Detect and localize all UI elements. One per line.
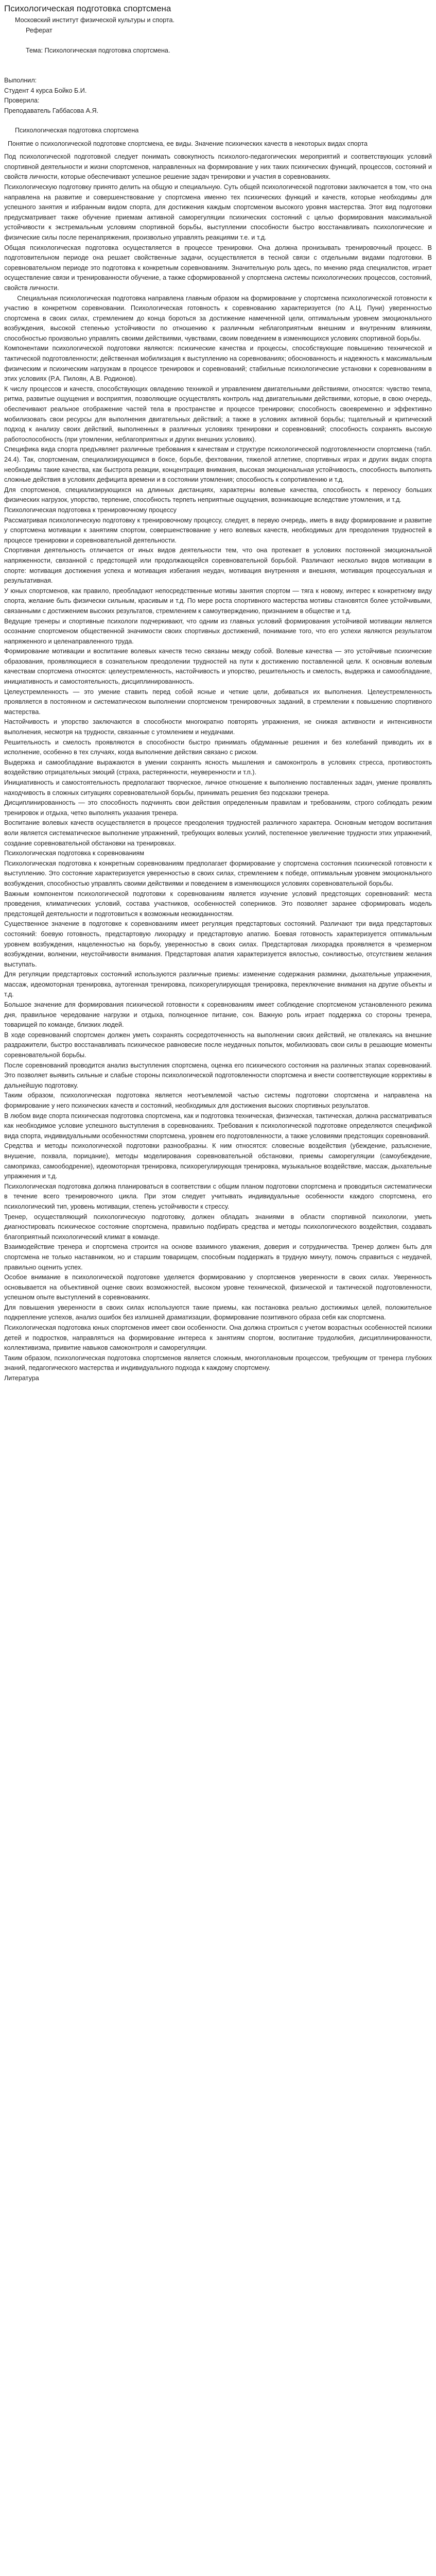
paragraph: Выдержка и самообладание выражаются в умении сохранять ясность мышления и самоконтроль в условиях стресса, противостоять воздействию отрицательных эмоций (страха, растерянности, неуверенности и т.п.).	[4, 758, 434, 776]
paragraph: Понятие о психологической подготовке спортсмена, ее виды. Значение психических качеств в некоторых видах спорта	[4, 140, 368, 147]
paragraph: Особое внимание в психологической подготовке уделяется формированию у спортсменов уверенности в своих силах. Уверенность основывается на объективной оценке своих возможностей, высоком уровне технической, физической и тактической подготовленности, успешном опыте выступлений в соревнованиях.	[4, 1274, 434, 1301]
paragraph: Формирование мотивации и воспитание волевых качеств тесно связаны между собой. Волевые качества — это устойчивые психические образования, проявляющиеся в сознательном преодолении трудностей на пути к достижению поставленной цели. К основным волевым качествам спортсмена относятся: целеустремленность, настойчивость и упорство, решительность и смелость, выдержка и самообладание, инициативность и самостоятельность, дисциплинированность.	[4, 648, 434, 686]
paragraph: Психологическую подготовку принято делить на общую и специальную. Суть общей психологической подготовки заключается в том, что она направлена на развитие и совершенствование у спортсмена именно тех психических функций и качеств, которые необходимы для успешного занятия и избранным видом спорта, для достижения каждым спортсменом высокого уровня мастерства. Этот вид подготовки предусматривает также обучение приемам активной саморегуляции психических состояний с целью формирования максимальной устойчивости к экстремальным условиям спортивной борьбы, выступлении способности быстро восстанавливать психологические и физические силы после перенапряжения, произвольно управлять реакциями т.е. и т.д.	[4, 183, 434, 241]
paragraph: Под психологической подготовкой следует понимать совокупность психолого-педагогических мероприятий и соответствующих условий спортивной деятельности и жизни спортсменов, направленных на формирование у них таких психических функций, процессов, состояний и свойств личности, которые обеспечивают успешное решение задач тренировки и участия в соревнованиях.	[4, 153, 434, 181]
spacer	[4, 116, 432, 126]
page-title: Психологическая подготовка спортсмена	[4, 4, 171, 13]
paragraph: Важным компонентом психологической подготовки к соревнованиям является изучение условий предстоящих соревнований: места проведения, климатических условий, состава участников, особенностей соперников. Это позволяет заранее сформировать модель предстоящей деятельности и подготовиться к возможным неожиданностям.	[4, 890, 434, 918]
header-line: Московский институт физической культуры и спорта.	[4, 16, 175, 24]
paragraph: Психологическая подготовка к соревнованиям	[4, 850, 145, 857]
paragraph: Для повышения уверенности в своих силах используются такие приемы, как постановка реально достижимых целей, положительное подкрепление успехов, анализ ошибок без излишней драматизации, формирование позитивного образа себя как спортсмена.	[4, 1303, 434, 1321]
header-line: Реферат	[4, 26, 53, 34]
paragraph: Таким образом, психологическая подготовка спортсменов является сложным, многоплановым процессом, требующим от тренера глубоких знаний, педагогического мастерства и индивидуального подхода к каждому спортсмену.	[4, 1354, 434, 1372]
paragraph: Дисциплинированность — это способность подчинять свои действия определенным правилам и требованиям, строго соблюдать режим тренировок и отдыха, четко выполнять указания тренера.	[4, 799, 434, 817]
paragraph: Средства и методы психологической подготовки разнообразны. К ним относятся: словесные воздействия (убеждение, разъяснение, внушение, похвала, порицание), методы моделирования соревновательной обстановки, приемы саморегуляции (самоубеждение, самоприказ, самоободрение), идеомоторная тренировка, психорегулирующая тренировка, музыкальное воздействие, массаж, дыхательные упражнения и т.д.	[4, 1142, 434, 1180]
header-line: Преподаватель Габбасова А.Я.	[4, 107, 99, 114]
paragraph: Целеустремленность — это умение ставить перед собой ясные и четкие цели, добиваться их выполнения. Целеустремленность проявляется в постоянном и систематическом выполнении спортсменом тренировочных заданий, в стремлении к повышению спортивного мастерства.	[4, 688, 434, 716]
paragraph: Специфика вида спорта предъявляет различные требования к качествам и структуре психологической подготовленности спортсмена (табл. 24.4). Так, спортсменам, специализирующимся в боксе, борьбе, фехтовании, тяжелой атлетике, спортивных играх и других видах спорта необходимы такие качества, как быстрота реакции, концентрация внимания, высокая эмоциональная устойчивость, способность выполнять сложные действия в условиях дефицита времени и в состоянии утомления; способность к сопротивлению и т.д.	[4, 446, 434, 484]
paragraph: Существенное значение в подготовке к соревнованиям имеет регуляция предстартовых состояний. Различают три вида предстартовых состояний: боевую готовность, предстартовую лихорадку и предстартовую апатию. Боевая готовность характеризуется оптимальным уровнем возбуждения, нацеленностью на борьбу, уверенностью в своих силах. Предстартовая лихорадка проявляется в чрезмерном возбуждении, волнении, неустойчивости внимания. Предстартовая апатия характеризуется вялостью, сонливостью, отсутствием желания выступать.	[4, 920, 434, 968]
paragraph: Общая психологическая подготовка осуществляется в процессе тренировки. Она должна пронизывать тренировочный процесс. В подготовительном периоде она решает свойственные задачи, осуществляется в тесной связи с отдельными видами подготовки. В соревновательном периоде это подготовка к конкретным соревнованиям. Значительную роль здесь, по мнению ряда специалистов, играет осуществление связи и тренированности обучение, а также сформированной у спортсмена системы психологических процессов, состояний, свойств личности.	[4, 244, 434, 292]
header-line: Студент 4 курса Бойко Б.И.	[4, 87, 87, 94]
paragraph: После соревнований проводится анализ выступления спортсмена, оценка его психического состояния на различных этапах соревнований. Это позволяет выявить сильные и слабые стороны психологической подготовленности спортсмена и внести соответствующие коррективы в дальнейшую подготовку.	[4, 1061, 434, 1089]
paragraph: Специальная психологическая подготовка направлена главным образом на формирование у спортсмена психологической готовности к участию в конкретном соревновании. Психологическая готовность к соревнованию характеризуется (по А.Ц. Пуни) уверенностью спортсмена в своих силах, стремлением до конца бороться за достижение намеченной цели, оптимальным уровнем эмоционального возбуждения, высокой степенью устойчивости по отношению к различным неблагоприятным внешним и внутренним влияниям, способностью произвольно управлять своими действиями, чувствами, своим поведением в изменяющихся условиях спортивной борьбы.	[4, 294, 434, 342]
header-line	[4, 56, 432, 66]
document-body	[4, 126, 432, 1384]
paragraph: У юных спортсменов, как правило, преобладают непосредственные мотивы занятия спортом — тяга к новому, интерес к конкретному виду спорта, желание быть физически сильным, красивым и т.д. По мере роста спортивного мастерства мотивы становятся более устойчивыми, связанными с достижением высоких результатов, стремлением к самоутверждению, признанием в обществе и т.д.	[4, 587, 434, 615]
paragraph: Психологическая подготовка к конкретным соревнованиям предполагает формирование у спортсмена состояния психической готовности к выступлению. Это состояние характеризуется уверенностью в своих силах, стремлением к победе, оптимальным уровнем эмоционального возбуждения, способностью управлять своими действиями и поведением в изменяющихся условиях соревновательной борьбы.	[4, 859, 434, 887]
header-line	[4, 66, 432, 76]
paragraph: Инициативность и самостоятельность предполагают творческое, личное отношение к выполнению поставленных задач, умение проявлять находчивость в сложных ситуациях соревновательной борьбы, принимать решения без подсказки тренера.	[4, 779, 434, 796]
header-line	[4, 36, 432, 46]
header-line: Проверила:	[4, 97, 40, 104]
paragraph: Спортивная деятельность отличается от иных видов деятельности тем, что она протекает в условиях постоянной эмоциональной напряженности, связанной с предстоящей или продолжающейся соревновательной борьбой. Различают несколько видов мотивации в спорте: мотивация достижения успеха и мотивация избегания неудач, мотивация внутренняя и внешняя, мотивация процессуальная и результативная.	[4, 547, 434, 585]
paragraph: Настойчивость и упорство заключаются в способности многократно повторять упражнения, не снижая активности и интенсивности выполнения, несмотря на трудности, связанные с утомлением и неудачами.	[4, 718, 434, 736]
paragraph: Большое значение для формирования психической готовности к соревнованиям имеет соблюдение спортсменом установленного режима дня, правильное чередование нагрузки и отдыха, полноценное питание, сон. Важную роль играет поддержка со стороны тренера, товарищей по команде, близких людей.	[4, 1001, 434, 1029]
paragraph: Литература	[4, 1375, 39, 1382]
paragraph: Воспитание волевых качеств осуществляется в процессе преодоления трудностей различного характера. Основным методом воспитания воли является систематическое выполнение упражнений, требующих волевых усилий, постепенное увеличение трудности этих упражнений, создание соревновательной обстановки на тренировках.	[4, 819, 434, 847]
header-block	[4, 15, 432, 116]
paragraph: Решительность и смелость проявляются в способности быстро принимать обдуманные решения и без колебаний приводить их в исполнение, особенно в тех случаях, когда выполнение действия связано с риском.	[4, 738, 434, 756]
paragraph: Тренер, осуществляющий психологическую подготовку, должен обладать знаниями в области спортивной психологии, уметь диагностировать психическое состояние спортсмена, правильно подбирать средства и методы психологического воздействия, создавать благоприятный психологический климат в команде.	[4, 1213, 434, 1241]
header-line: Выполнил:	[4, 77, 37, 84]
paragraph: Для регуляции предстартовых состояний используются различные приемы: изменение содержания разминки, дыхательные упражнения, массаж, идеомоторная тренировка, аутогенная тренировка, психорегулирующая тренировка, переключение внимания на другие объекты и т.д.	[4, 971, 434, 998]
header-line: Тема: Психологическая подготовка спортсмена.	[4, 46, 170, 54]
paragraph: Психологическая подготовка к тренировочному процессу	[4, 506, 177, 514]
paragraph: Психологическая подготовка юных спортсменов имеет свои особенности. Она должна строиться с учетом возрастных особенностей психики детей и подростков, направляться на формирование интереса к занятиям спортом, воспитание трудолюбия, дисциплинированности, коллективизма, привитие навыков самоконтроля и саморегуляции.	[4, 1324, 434, 1352]
paragraph: Взаимодействие тренера и спортсмена строится на основе взаимного уважения, доверия и сотрудничества. Тренер должен быть для спортсмена не только наставником, но и старшим товарищем, способным поддержать в трудную минуту, помочь справиться с неудачей, правильно оценить успех.	[4, 1243, 434, 1271]
paragraph: В любом виде спорта психическая подготовка спортсмена, как и подготовка техническая, физическая, тактическая, должна рассматриваться как необходимое условие успешного выступления в соревнованиях. Требования к психологической подготовке определяются спецификой вида спорта, индивидуальными особенностями спортсмена, уровнем его подготовленности, а также условиями предстоящих соревнований.	[4, 1112, 434, 1140]
paragraph: К числу процессов и качеств, способствующих овладению техникой и управлением двигательными действиями, относятся: чувство темпа, ритма, развитые ощущения и восприятия, позволяющие осуществлять контроль над двигательными действиями, которые, в свою очередь, обеспечивают реальное отображение частей тела в пространстве и процессе тренировки; способность своевременно и эффективно мобилизовать свои ресурсы для выполнения двигательных действий; а также в условиях активной борьбы; тщательный и критический подход к анализу своих действий, выполненных в различных условиях тренировки и соревнований; способность сохранять высокую работоспособность (при утомлении, неблагоприятных и других внешних условиях).	[4, 385, 434, 443]
paragraph: Психологическая подготовка спортсмена	[4, 127, 139, 134]
paragraph: В ходе соревнований спортсмен должен уметь сохранять сосредоточенность на выполнении своих действий, не отвлекаясь на внешние раздражители, быстро восстанавливать психическое равновесие после неудачных попыток, мобилизовать свои силы в решающие моменты соревновательной борьбы.	[4, 1031, 434, 1059]
paragraph: Рассматривая психологическую подготовку к тренировочному процессу, следует, в первую очередь, иметь в виду формирование и развитие у спортсмена мотивации к занятиям спортом, совершенствование у него волевых качеств, необходимых для преодоления трудностей в процессе тренировки и соревновательной деятельности.	[4, 516, 434, 544]
paragraph: Для спортсменов, специализирующихся на длинных дистанциях, характерны волевые качества, способность к переносу больших физических нагрузок, упорство, терпение, способность терпеть неприятные ощущения, возникающие вследствие утомления, и т.д.	[4, 486, 434, 504]
paragraph: Психологическая подготовка должна планироваться в соответствии с общим планом подготовки спортсмена и проводиться систематически в течение всего тренировочного цикла. При этом следует учитывать индивидуальные особенности каждого спортсмена, его психологический тип, уровень мотивации, степень устойчивости к стрессу.	[4, 1182, 434, 1210]
paragraph: Ведущие тренеры и спортивные психологи подчеркивают, что одним из главных условий формирования устойчивой мотивации является осознание спортсменом общественной значимости своих спортивных достижений, понимание того, что его успехи являются результатом напряженного и целенаправленного труда.	[4, 617, 434, 645]
paragraph: Компонентами психологической подготовки являются: психические качества и процессы, способствующие повышению технической и тактической подготовленности; действенная мобилизация к выступлению на соревнованиях; обоснованность и надежность к максимальным физическим и психическим нагрузкам в процессе тренировок и соревнований; стабильные психологические установки к соревнованиям в этих условиях (Р.А. Пилоян, А.В. Родионов).	[4, 345, 434, 383]
paragraph: Таким образом, психологическая подготовка является неотъемлемой частью системы подготовки спортсмена и направлена на формирование у него психических качеств и состояний, необходимых для достижения высоких спортивных результатов.	[4, 1092, 434, 1109]
